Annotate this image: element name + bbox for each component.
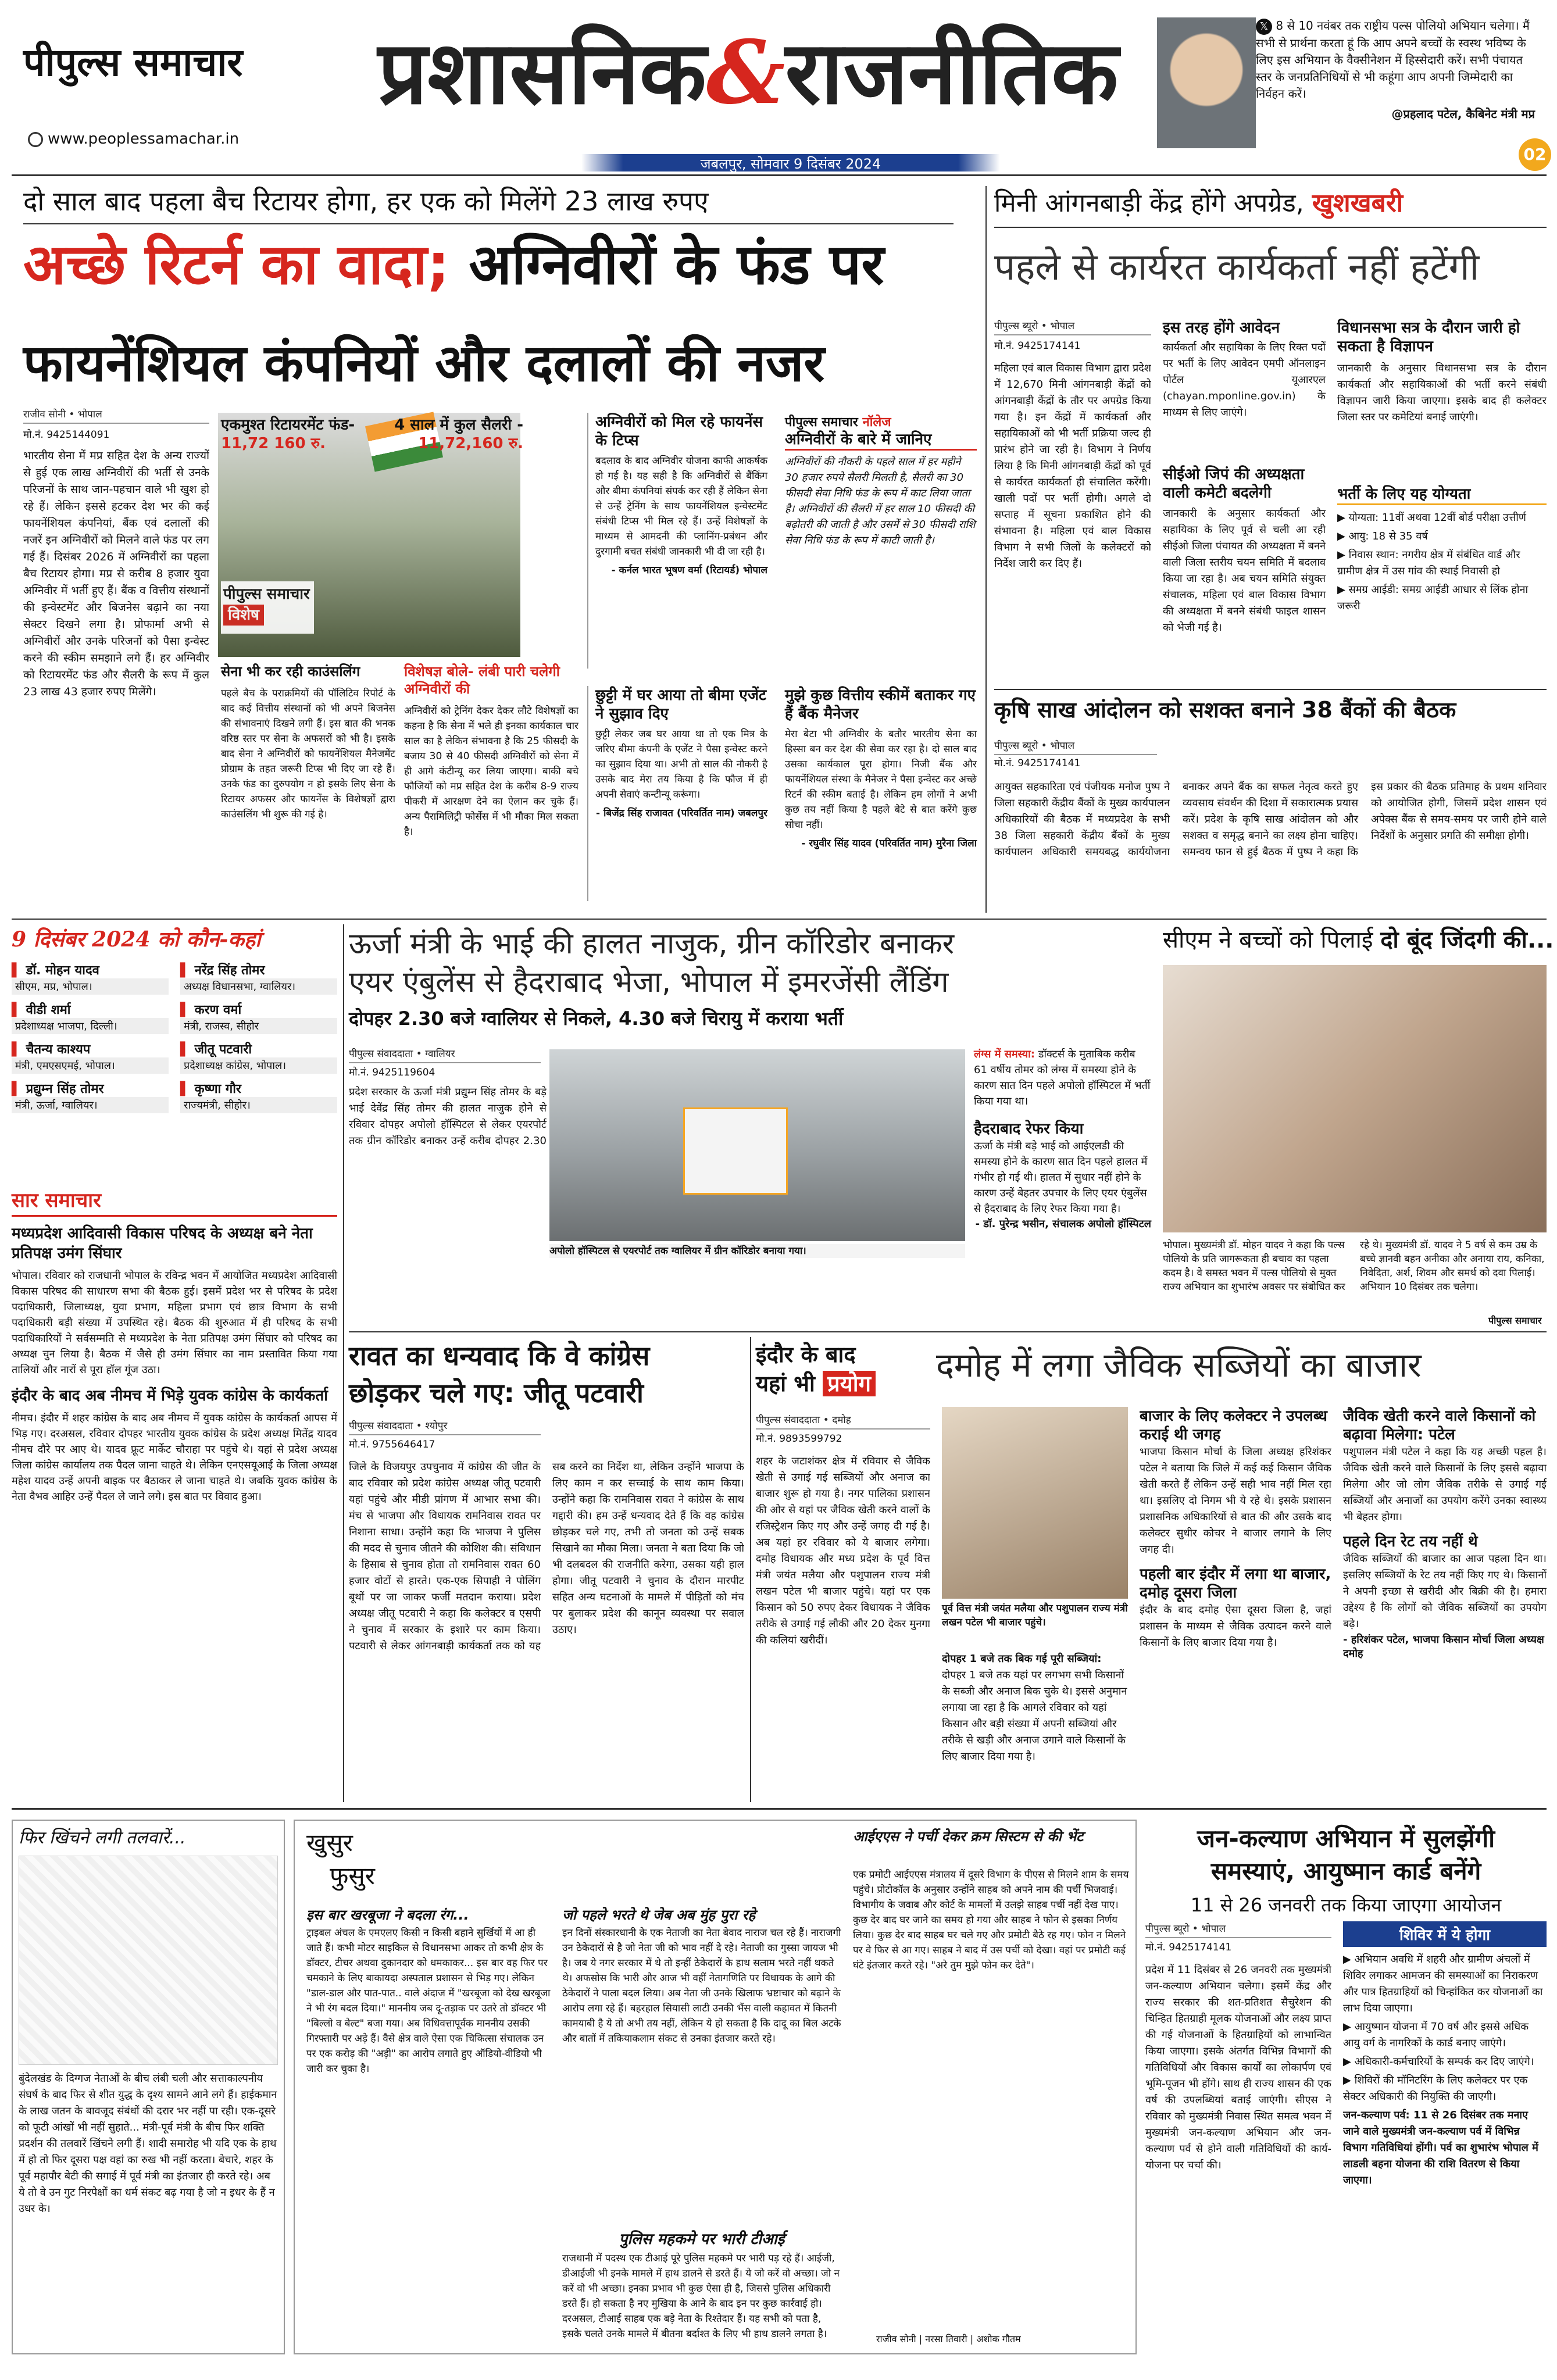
ambulance-photo	[549, 1049, 965, 1241]
section-word-1: प्रशासनिक	[378, 23, 706, 124]
damoh-sub-1-body: दोपहर 1 बजे तक यहां पर लगभग सभी किसानों के सब्जी और अनाज बिक चुके थे। इससे अनुमान लगाया जा रहा है कि आगले रविवार को यहां किसान और बड़ी संख्या में अपनी सब्जियां और तरीके से खड़ी और अनाज उगाने वाले किसानों के लिए बाजार दिया गया है।	[942, 1669, 1127, 1763]
camp-headline-2: समस्याएं, आयुष्मान कार्ड बनेंगे	[1210, 1857, 1481, 1885]
lead-sub-1-body: पहले बैच के पराक्रमियों की पॉलिटिव रिपोर्ट के बाद कई वित्तीय संस्थानों को भी अपने बिजनेस की संभावनाएं दिखने लगी हैं। इस बात की भनक वरिष्ठ स्तर पर सेना के अफसरों को भी है। इसके बाद सेना ने अग्निवीरों को फायनेंशियल मैनेजमेंट प्रोग्राम के तहत जरूरी टिप्स भी दिए जा रहे हैं। उनके फंड का दुरुपयोग न हो इसके लिए सेना के रिटायर अफसर और फायनेंस के विशेषज्ञों द्वारा काउंसलिंग भी शुरू की गई है।	[221, 688, 395, 820]
box-1-quote: - कर्नल भारत भूषण वर्मा (रिटायर्ड) भोपाल	[611, 564, 767, 576]
box-3-body: मेरा बेटा भी अग्निवीर के बतौर भारतीय सेना का हिस्सा बन कर देश की सेवा कर रहा है। दो साल बाद उसका कार्यकाल पूरा होगा। निजी बैंक और फायनेंशियल संस्था के मैनेजर ने पैसा इन्वेस्ट कर अच्छे रिटर्न की स्कीम बताई है। लेकिन हम लोगों ने अभी कुछ तय नहीं किया है पहले बेटे से बात करेंगे कुछ सोचा नहीं।	[785, 728, 977, 831]
damoh-tag-2: यहां भी	[756, 1371, 815, 1396]
brief-body-1: भोपाल। रविवार को राजधानी भोपाल के रविन्द्र भवन में आयोजित मध्यप्रदेश आदिवासी विकास परिषद की साधारण सभा की बैठक हुई। इसमें प्रदेश भर से परिषद के प्रदेश पदाधिकारी, जिलाध्यक्ष, युवा प्रभाग, महिला प्रभाग एवं छात्र विभाग के सभी पदाधिकारी बड़ी संख्या में उपस्थित रहे। बैठक की शुरुआत में ही परिषद के सभी पदाधिकारियों ने सर्वसम्मति से मध्यप्रदेश के नेता प्रतिपक्ष उमंग सिंघार को परिषद का अध्यक्ष चुन लिया है। बैठक में जैसे ही उमंग सिंघार का नाम प्रस्तावित किया गया तालियों और नारों से पूरा हॉल गूंज उठा।	[12, 1270, 337, 1376]
damoh-col-4	[1343, 1407, 1547, 1802]
masthead-divider	[12, 174, 1547, 176]
anganwadi-sub-3-body: जानकारी के अनुसार विधानसभा सत्र के दौरान कार्यकर्ता और सहायिकाओं की भर्ती करने संबंधी विज्ञापन जारी किया जाएगा। इसके बाद ही कलेक्टर जिला स्तर पर कमेटियां बनाई जाएंगी।	[1337, 362, 1547, 423]
person-role: अध्यक्ष विधानसभा, ग्वालियर।	[180, 978, 337, 995]
damoh-sub-1	[942, 1651, 1128, 1802]
cooperative-mobile: मो.नं. 9425174141	[994, 757, 1081, 769]
anganwadi-rule	[994, 227, 1547, 228]
box-3	[785, 686, 977, 901]
lead-sub-2-body: अग्निवीरों को ट्रेनिंग देकर देकर लौटे विशेषज्ञों का कहना है कि सेना में भले ही इनका कार्यकाल चार साल का है लेकिन संभावना है कि 25 फीसदी के बजाय 30 से 40 फीसदी अग्निवीरों को सेना में ही आगे कंटीन्यू कर लिया जाएगा। बाकी बचे फौजियों को मप्र सहित देश के करीब 8-9 राज्य पीकरी में आरक्षण देने का ऐलान कर चुके हैं। अन्य पैरामिलिट्री फोर्सेस में भी मौका मिल सकता है।	[404, 705, 578, 838]
masthead	[0, 0, 1557, 174]
camp-byline: पीपुल्स ब्यूरो • भोपाल	[1145, 1921, 1331, 1938]
lead-headline-red: अच्छे रिटर्न का वादा;	[23, 232, 450, 297]
fact-1-value: 11,72 160 रु.	[221, 435, 326, 452]
brief-headline-2: इंदौर के बाद अब नीमच में भिड़े युवक कांग्रेस के कार्यकर्ता	[12, 1387, 328, 1405]
gossip-credit: नरसा तिवारी	[925, 2333, 967, 2345]
knowledge-label: नॉलेज	[862, 415, 891, 430]
jitu-mobile: मो.नं. 9755646417	[349, 1439, 435, 1450]
box-2-quote: - बिजेंद्र सिंह राजावत (परिवर्तित नाम) जबलपुर	[596, 807, 767, 819]
row-divider-1	[12, 919, 1547, 920]
jitu-headline-1: रावत का धन्यवाद कि वे कांग्रेस	[349, 1340, 650, 1371]
damoh-sub-3: पहली बार इंदौर में लगा था बाजार, दमोह दूसरा जिला	[1140, 1566, 1331, 1602]
jitu-byline: पीपुल्स संवाददाता • श्योपुर	[349, 1418, 541, 1435]
website-row[interactable]	[28, 130, 239, 148]
person-role: प्रदेशाध्यक्ष भाजपा, दिल्ली।	[12, 1018, 169, 1034]
minister-byline: पीपुल्स संवाददाता • ग्वालियर	[349, 1046, 541, 1063]
gossip-title	[306, 1825, 375, 1892]
damoh-col-3	[1140, 1407, 1331, 1802]
anganwadi-sub-2: सीईओ जिपं की अध्यक्षता वाली कमेटी बदलेगी	[1163, 466, 1305, 502]
minister-headline	[349, 924, 1151, 1001]
gossip-box	[294, 1820, 1137, 2354]
minister-body: प्रदेश सरकार के ऊर्जा मंत्री प्रद्युम्न सिंह तोमर के बड़े भाई देवेंद्र सिंह तोमर की हालत नाजुक होने से रविवार दोपहर अपोलो हॉस्पिटल से लेकर एयरपोर्ट तक ग्रीन कॉरिडोर बनाकर उन्हें करीब दोपहर 2.30	[349, 1086, 547, 1147]
cartoon-box	[12, 1820, 285, 2354]
box-3-title: मुझे कुछ वित्तीय स्कीमें बताकर गए हैं बैंक मैनेजर	[785, 687, 976, 723]
section-word-2: राजनीतिक	[785, 23, 1119, 124]
person-name: करण वर्मा	[194, 1003, 242, 1017]
gossip-h3: पुलिस महकमे पर भारी टीआई	[619, 2231, 785, 2248]
minister-side-text: डॉक्टर्स के मुताबिक करीब 61 वर्षीय तोमर को लंग्स में समस्या होने के कारण सात दिन पहले अपोलो हॉस्पिटल में भर्ती किया गया था।	[974, 1048, 1151, 1107]
person-card: ▌ प्रद्युम्न सिंह तोमर मंत्री, ऊर्जा, ग्वालियर।	[12, 1080, 169, 1113]
person-card: ▌ चैतन्य काश्यप मंत्री, एमएसएमई, भोपाल।	[12, 1040, 169, 1074]
qualification-item-text: आयु: 18 से 35 वर्ष	[1348, 530, 1428, 542]
person-role: मंत्री, ऊर्जा, ग्वालियर।	[12, 1097, 169, 1113]
person-name: जीतू पटवारी	[194, 1042, 252, 1057]
website-link[interactable]: www.peoplessamachar.in	[48, 130, 240, 148]
person-name: प्रद्युम्न सिंह तोमर	[26, 1082, 104, 1096]
tweet-text: 8 से 10 नवंबर तक राष्ट्रीय पल्स पोलियो अभियान चलेगा। मैं सभी से प्रार्थना करता हूं कि आप अपने बच्चों के स्वस्थ भविष्य के लिए इस अभियान के वैक्सीनेशन में हिस्सेदारी करें। सभी पंचायत स्तर के जनप्रतिनिधियों से भी कहूंगा आप अपनी जिम्मेदारी का निर्वहन करें।	[1256, 19, 1530, 101]
cooperative-body: आयुक्त सहकारिता एवं पंजीयक मनोज पुष्प ने जिला सहकारी केंद्रीय बैंकों के मुख्य कार्यपालन अधिकारियों की बैठक में मध्यप्रदेश के सभी 38 जिला सहकारी केंद्रीय बैंकों के मुख्य कार्यपालन अधिकारी समयबद्ध कार्ययोजना बनाकर अपने बैंक का सफल नेतृत्व करते हुए व्यवसाय संवर्धन की दिशा में सकारात्मक प्रयास करें। प्रदेश के कृषि साख आंदोलन को और सशक्त व समृद्ध बनाने का लक्ष्य होना चाहिए। समन्वय फान से हुई बैठक में पुष्प ने कहा कि इस प्रकार की बैठक प्रतिमाह के प्रथम शनिवार को आयोजित होगी, जिसमें प्रदेश शासन एवं अपेक्स बैंक से समय-समय पर जारी होने वाले निर्देशों के अनुसार प्रगति की समीक्षा होगी।	[994, 781, 1547, 858]
logo	[23, 35, 372, 105]
damoh-sub-4-body: पशुपालन मंत्री पटेल ने कहा कि यह अच्छी पहल है। जैविक खेती करने वाले किसानों के लिए इससे बढ़ावा मिलेगा और जो लोग जैविक तरीके से उगाई गई सब्जियों और अनाजों का उपयोग करेंगे उनका स्वास्थ्य भी बेहतर होगा।	[1343, 1446, 1547, 1523]
brief-title: सार समाचार	[12, 1186, 337, 1217]
knowledge-head	[785, 413, 977, 430]
fact-1-label: एकमुश्त रिटायरमेंट फंड-	[221, 416, 355, 434]
damoh-mobile: मो.नं. 9893599792	[756, 1433, 842, 1445]
anganwadi-kicker-text: मिनी आंगनबाड़ी केंद्र होंगे अपग्रेड,	[994, 188, 1304, 218]
lead-kicker-rule	[23, 223, 954, 224]
cm-headline-bold: दो बूंद जिंदगी की...	[1380, 927, 1554, 953]
ambulance-caption: अपोलो हॉस्पिटल से एयरपोर्ट तक ग्वालियर में ग्रीन कॉरिडोर बनाया गया।	[549, 1244, 965, 1258]
anganwadi-kicker-red: खुशखबरी	[1312, 188, 1404, 218]
tweet-box	[1256, 17, 1535, 151]
cooperative-headline: कृषि साख आंदोलन को सशक्त बनाने 38 बैंकों की बैठक	[994, 697, 1456, 723]
qualification-title: भर्ती के लिए यह योग्यता	[1337, 483, 1547, 505]
person-card: ▌ जीतू पटवारी प्रदेशाध्यक्ष कांग्रेस, भोपाल।	[180, 1040, 337, 1074]
damoh-photo	[942, 1407, 1128, 1599]
gossip-title-2: फुसुर	[330, 1861, 375, 1890]
damoh-body: शहर के जटाशंकर क्षेत्र में रविवार से जैविक खेती से उगाई गई सब्जियों और अनाज का बाजार शुरू हो गया है। नगर पालिका प्रशासन की ओर से यहां पर जैविक खेती करने वालों के रजिस्ट्रेशन किए गए और उन्हें जगह दी गई है। अब यहां हर रविवार को ये बाजार लगेगा। दमोह विधायक और मध्य प्रदेश के पूर्व वित्त मंत्री जयंत मलैया और पशुपालन राज्य मंत्री लखन पटेल भी बाजार पहुंचे। यहां पर एक किसान को 50 रुपए देकर विधायक ने जैविक तरीके से उगाई गई लौकी और 20 देकर मुनगा की कलियां खरीदीं।	[756, 1455, 930, 1646]
minister-side-label: लंग्स में समस्या:	[974, 1048, 1035, 1060]
jitu-headline	[349, 1337, 744, 1411]
gossip-h2: जो पहले भरते थे जेब अब मुंह पुरा रहे	[562, 1907, 756, 1923]
camp-box-item-text: अभियान अवधि में शहरी और ग्रामीण अंचलों में शिविर लगाकर आमजन की समस्याओं का निराकरण और पात्र हितग्राहियों को चिन्हांकित कर योजनाओं का लाभ दिया जाएगा।	[1343, 1953, 1543, 2014]
brief-headline-1: मध्यप्रदेश आदिवासी विकास परिषद के अध्यक्ष बने नेता प्रतिपक्ष उमंग सिंघार	[12, 1225, 313, 1262]
lead-headline-2: फायनेंशियल कंपनियों और दलालों की नजर	[23, 333, 825, 393]
cartoon-drawing	[19, 1856, 278, 2065]
qualification-item-text: समग्र आईडी: समग्र आईडी आधार से लिंक होना जरूरी	[1337, 584, 1529, 612]
minister-side	[974, 1046, 1151, 1325]
camp-box	[1343, 1921, 1547, 2363]
gossip-credits: राजीव सोनी | नरसा तिवारी | अशोक गौतम	[876, 2333, 1021, 2345]
gossip-h1: इस बार खरबूजा ने बदला रंग...	[306, 1907, 469, 1923]
anganwadi-sub-1-body: कार्यकर्ता और सहायिका के लिए रिक्त पदों पर भर्ती के लिए आवेदन एमपी ऑनलाइन पोर्टल यूआरएल (chayan.mponline.gov.in) के माध्यम से लिए जाएंगे।	[1163, 341, 1326, 419]
camp-headline	[1145, 1822, 1547, 1888]
person-role: सीएम, मप्र, भोपाल।	[12, 978, 169, 995]
damoh-tag-red: प्रयोग	[823, 1371, 876, 1396]
logo-text: पीपुल्स समाचार	[23, 40, 243, 85]
camp-box-end: जन-कल्याण पर्व: 11 से 26 दिसंबर तक मनाए जाने वाले मुख्यमंत्री जन-कल्याण पर्व में विभिन्न विभाग गतिविधियां होंगी। पर्व का शुभारंभ भोपाल में लाडली बहना योजना की राशि वितरण से किया जाएगा।	[1343, 2109, 1538, 2186]
dateline-text: जबलपुर, सोमवार 9 दिसंबर 2024	[700, 156, 881, 172]
birthday-title: 9 दिसंबर 2024 को कौन-कहां	[12, 927, 261, 952]
person-name: नरेंद्र सिंह तोमर	[194, 963, 265, 978]
damoh-sub-2: बाजार के लिए कलेक्टर ने उपलब्ध कराई थी जगह	[1140, 1407, 1327, 1443]
damoh-sub-2-body: भाजपा किसान मोर्चा के जिला अध्यक्ष हरिशंकर पटेल ने बताया कि जिले में कई कई किसान जैविक खेती करते हैं लेकिन उन्हें सही भाव नहीं मिल रहा था। इसलिए दो निगम भी ये रहे थे। इसके प्रशासन प्रशासनिक अधिकारियों से बात की और उसके बाद कलेक्टर सुधीर कोचर ने बाजार लगाने के लिए जगह दी।	[1140, 1446, 1331, 1556]
camp-box-item-text: शिविरों की मॉनिटरिंग के लिए कलेक्टर पर एक सेक्टर अधिकारी की नियुक्ति की जाएगी।	[1343, 2074, 1528, 2103]
qualification-box	[1337, 483, 1547, 680]
lead-mobile: मो.नं. 9425144091	[23, 429, 110, 441]
cartoon-title: फिर खिंचने लगी तलवारें...	[19, 1828, 186, 1848]
dateline	[581, 154, 1000, 171]
damoh-sub-1-title: दोपहर 1 बजे तक बिक गई पूरी सब्जियां:	[942, 1653, 1102, 1665]
special-tag-label: विशेष	[223, 605, 264, 626]
anganwadi-mobile: मो.नं. 9425174141	[994, 340, 1081, 352]
special-tag-logo: पीपुल्स समाचार	[223, 585, 310, 603]
minister-side-sub: हैदराबाद रेफर किया	[974, 1120, 1084, 1138]
damoh-headline: दमोह में लगा जैविक सब्जियों का बाजार	[936, 1345, 1422, 1385]
camp-box-item-text: अधिकारी-कर्मचारियों के सम्पर्क कर दिए जाएंगे।	[1354, 2056, 1534, 2068]
minister-side-sub-body: ऊर्जा के मंत्री बड़े भाई को आईएलडी की समस्या होने के कारण सात दिन पहले हालत में गंभीर हो गई थी। हालत में सुधार नहीं होने के कारण उन्हें बेहतर उपचार के लिए एयर एंबुलेंस से हैदराबाद के लिए रेफर किया गया है।	[974, 1140, 1148, 1215]
cooperative-byline: पीपुल्स ब्यूरो • भोपाल	[994, 738, 1157, 755]
damoh-sub-4: जैविक खेती करने वाले किसानों को बढ़ावा मिलेगा: पटेल	[1343, 1407, 1536, 1443]
camp-deck: 11 से 26 जनवरी तक किया जाएगा आयोजन	[1190, 1894, 1502, 1916]
gossip-b1: ट्राइबल अंचल के एमएलए किसी न किसी बहाने सुर्खियों में आ ही जाते हैं। कभी मोटर साइकिल से विधानसभा आकर तो कभी क्षेत्र के डॉक्टर, टीचर अथवा दुकानदार को धमकाकर... इस बार वह फिर पर चमकाने के लिए बाकायदा अस्पताल प्रशासन से भिड़ गए। लेकिन "डाल-डाल और पात-पात.. वाले अंदाज में "खरबूजा को देख खरबूजा ने भी रंग बदल दिया।" माननीय जब दू-तड़ाक पर उतरे तो डॉक्टर भी "बिल्लो व बेल्ट" बजा गया। अब विधिवत्तापूर्वक माननीय उसकी गिरफ्तारी पर अड़े हैं। वैसे क्षेत्र वाले ऐसा एक चिकित्सा संचालक उन पर एक करोड़ की "अड़ी" का आरोप लगाते हुए ऑडियो-वीडियो भी जारी कर चुका है।	[306, 1927, 551, 2075]
lead-sub-2	[404, 663, 578, 698]
box-3-quote: - रघुवीर सिंह यादव (परिवर्तित नाम) मुरैना जिला	[801, 838, 977, 849]
box-2-body: छुट्टी लेकर जब घर आया था तो एक मित्र के जरिए बीमा कंपनी के एजेंट ने पैसा इन्वेस्ट करने का सुझाव दिया था। अभी तो साल की नौकरी है उसके बाद मेरा तय किया है कि फौज में ही अपनी सेवाएं कन्टीन्यू करूंगा।	[595, 728, 767, 801]
section-title	[378, 17, 1119, 128]
camp-box-item: ▶ अधिकारी-कर्मचारियों के सम्पर्क कर दिए जाएंगे।	[1343, 2056, 1534, 2068]
qualification-item: ▶ योग्यता: 11वीं अथवा 12वीं बोर्ड परीक्षा उत्तीर्ण	[1337, 512, 1526, 524]
cm-headline	[1163, 924, 1554, 956]
person-role: मंत्री, एमएसएमई, भोपाल।	[12, 1057, 169, 1074]
cm-headline-text: सीएम ने बच्चों को पिलाई	[1163, 927, 1373, 953]
gossip-b3: राजधानी में पदस्थ एक टीआई पूरे पुलिस महकमे पर भारी पड़ रहे हैं। आईजी, डीआईजी भी इनके मामले में हाथ डालने से डरते हैं। ये जो करें वो अच्छा। जो न करें वो भी अच्छा। इनका प्रभाव भी कुछ ऐसा ही है, जिससे पुलिस अधिकारी डरते हैं। हो सकता है नए मुखिया के आने के बाद इन पर कुछ कार्रवाई हो। दरअसल, टीआई साहब एक बड़े नेता के रिश्तेदार हैं। यह सभी को पता है, इसके चलते उनके मामले में बीतना बर्दाश्त के लिए भी हाथ डालने लगता है।	[562, 2253, 840, 2340]
fact-2	[384, 416, 523, 453]
damoh-sub-5-body: जैविक सब्जियों की बाजार का आज पहला दिन था। इसलिए सब्जियों के रेट तय नहीं किए गए थे। किसानों ने अपनी इच्छा से खरीदी और बिक्री की है। हमारा उद्देश्य है कि लोगों को जैविक सब्जियों का उपयोग बढ़े।	[1343, 1553, 1547, 1630]
damoh-caption: पूर्व वित्त मंत्री जयंत मलैया और पशुपालन राज्य मंत्री लखन पटेल भी बाजार पहुंचे।	[942, 1603, 1128, 1628]
jitu-body: जिले के विजयपुर उपचुनाव में कांग्रेस की जीत के बाद रविवार को प्रदेश कांग्रेस अध्यक्ष जीतू पटवारी यहां पहुंचे और मीडी प्रांगण में आभार सभा की। मंच से भाजपा और विधायक रामनिवास रावत पर निशाना साधा। उन्होंने कहा कि भाजपा ने पुलिस की मदद से चुनाव जीतने की कोशिश की। संविधान के हिसाब से चुनाव होता तो रामनिवास रावत 60 हजार वोटों से हारते। एक-एक सिपाही ने पोलिंग बूथों पर जा जाकर फर्जी मतदान कराया। प्रदेश अध्यक्ष जीतू पटवारी ने कहा कि कलेक्टर व एसपी ने चुनाव में सरकार के इशारे पर काम किया। पटवारी से लेकर आंगनबाड़ी कार्यकर्ता तक को यह सब करने का निर्देश था, लेकिन उन्होंने भाजपा के लिए काम न कर सच्चाई के साथ काम किया। उन्होंने कहा कि रामनिवास रावत ने कांग्रेस के साथ गद्दारी की। हम उन्हें धन्यवाद देते हैं कि वह कांग्रेस छोड़कर चले गए, तभी तो जनता को उन्हें सबक सिखाने का मौका मिला। जनता ने बता दिया कि जो भी दलबदल की राजनीति करेगा, उसका यही हाल होगा। जीतू पटवारी ने चुनाव के दौरान मारपीट सहित अन्य घटनाओं के मामले में पीड़ितों को मंच पर बुलाकर प्रदेश की कानून व्यवस्था पर सवाल उठाए।	[349, 1461, 744, 1652]
minister-photo	[1157, 17, 1256, 148]
fact-1	[221, 416, 360, 453]
qualification-item: ▶ आयु: 18 से 35 वर्ष	[1337, 530, 1428, 542]
camp-box-item: ▶ शिविरों की मॉनिटरिंग के लिए कलेक्टर पर एक सेक्टर अधिकारी की नियुक्ति की जाएगी।	[1343, 2074, 1528, 2103]
lead-sub-2-text: विशेषज्ञ बोले- लंबी पारी चलेगी अग्निवीरों की	[404, 663, 560, 697]
box-1-body: बदलाव के बाद अग्निवीर योजना काफी आकर्षक हो गई है। यह सही है कि अग्निवीरों से बैंकिंग और बीमा कंपनियां संपर्क कर रही हैं लेकिन सेना से उन्हें ट्रेनिंग के साथ फायनेंशियल इन्वेस्टमेंट संबंधी टिप्स भी मिल रहे हैं। उन्हें विशेषज्ञों के माध्यम से आमदनी की प्लानिंग-प्रबंधन और दुरगामी बचत संबंधी जानकारी भी दी जा रही है।	[595, 455, 767, 558]
box-1	[587, 413, 767, 669]
knowledge-body: अग्निवीरों की नौकरी के पहले साल में हर महीने 30 हजार रुपये सैलरी मिलती है, सैलरी का 30 फीसदी सेवा निधि फंड के रूप में काट लिया जाता है। अग्निवीरों की सैलरी में हर साल 10 फीसदी की बढ़ोतरी की जाती है और उसमें से 30 फीसदी राशि सेवा निधि फंड के रूप में काटी जाती है।	[785, 456, 976, 546]
fact-2-value: 11,72,160 रु.	[418, 435, 523, 452]
knowledge-box	[785, 413, 977, 669]
gossip-title-1: खुसुर	[306, 1828, 353, 1857]
tweet-author: @प्रहलाद पटेल, कैबिनेट मंत्री मप्र	[1391, 107, 1535, 121]
gossip-credit: राजीव सोनी	[876, 2333, 916, 2345]
person-name: चैतन्य काश्यप	[26, 1042, 91, 1057]
person-card: ▌ कृष्णा गौर राज्यमंत्री, सीहोर।	[180, 1080, 337, 1113]
damoh-sub-5-quote: - हरिशंकर पटेल, भाजपा किसान मोर्चा जिला अध्यक्ष दमोह	[1343, 1634, 1544, 1660]
minister-side-quote: - डॉ. पुरेन्द्र भसीन, संचालक अपोलो हॉस्पिटल	[975, 1218, 1151, 1230]
person-card: ▌ वीडी शर्मा प्रदेशाध्यक्ष भाजपा, दिल्ली।	[12, 1000, 169, 1034]
qualification-item-text: योग्यता: 11वीं अथवा 12वीं बोर्ड परीक्षा उत्तीर्ण	[1348, 512, 1526, 524]
damoh-sub-3-body: इंदौर के बाद दमोह ऐसा दूसरा जिला है, जहां प्रशासन के माध्यम से जैविक उत्पादन करने वाले किसानों के लिए बाजार दिया गया है।	[1140, 1604, 1331, 1649]
camp-box-item: ▶ आयुष्मान योजना में 70 वर्ष और इससे अधिक आयु वर्ग के नागरिकों के कार्ड बनाए जाएंगे।	[1343, 2021, 1529, 2049]
anganwadi-byline: पीपुल्स ब्यूरो • भोपाल	[994, 319, 1151, 335]
damoh-sub-5: पहले दिन रेट तय नहीं थे	[1343, 1533, 1478, 1550]
person-name: वीडी शर्मा	[26, 1003, 71, 1017]
person-card: ▌ नरेंद्र सिंह तोमर अध्यक्ष विधानसभा, ग्वालियर।	[180, 961, 337, 995]
birthday-box	[12, 924, 337, 1180]
gossip-b2: इन दिनों संस्कारधानी के एक नेताजी का नेता बेवाद नाराज चल रहे हैं। नाराजगी उन ठेकेदारों से है जो नेता जी को भाव नहीं दे रहे। नेताजी का गुस्सा जायज भी है। जब ये नगर सरकार में थे तो इन्हीं ठेकेदारों के हाथ सलाम भरते नहीं थकते थे। अफसोस कि भारी और आज भी वहीं नेतागणिति पर विधायक के आगे की ठेकेदारों ने पाला बदल लिया। अब नेता जी उनके खिलाफ भ्रष्टाचार को बढ़ाने के आरोप लगा रहे हैं। बहरहाल सियासी लाटी उनकी भैंस वाली कहावत में कितनी कामयाबी है ये तो अभी तय नहीं, लेकिन ये हो सकता है कि दादू का बिल अटके और बातों में तकियाकलाम संकट से उनका इंतजार करते रहे।	[562, 1927, 841, 2045]
anganwadi-headline: पहले से कार्यरत कार्यकर्ता नहीं हटेंगी	[994, 246, 1480, 289]
special-tag	[221, 581, 314, 634]
person-card: ▌ करण वर्मा मंत्री, राजस्व, सीहोर	[180, 1000, 337, 1034]
knowledge-tag: पीपुल्स समाचार	[785, 415, 858, 430]
page-number-badge: 02	[1519, 138, 1551, 171]
row-divider-2	[349, 1331, 1547, 1332]
anganwadi-sub-3: विधानसभा सत्र के दौरान जारी हो सकता है विज्ञापन	[1337, 319, 1520, 355]
minister-deck: दोपहर 2.30 बजे ग्वालियर से निकले, 4.30 बजे चिरायु में कराया भर्ती	[349, 1007, 844, 1030]
minister-mobile: मो.नं. 9425119604	[349, 1067, 435, 1078]
cartoon-body: बुंदेलखंड के दिग्गज नेताओं के बीच लंबी चली और सत्ताकाल्पनीय संघर्ष के बाद फिर से शीत युद्ध के दृश्य सामने आने लगे हैं। हाईकमान के लाख जतन के बावजूद संबंधों की दरार भर नहीं पा रही। एक-दूसरे को फूटी आंखों भी नहीं सुहाते... मंत्री-पूर्व मंत्री के बीच फिर शक्ति प्रदर्शन की तलवारें खिंचने लगी हैं। शादी समारोह भी यदि एक के हाथ में हो तो फिर दूसरा पक्ष वहां का रुख भी नहीं करता। बेचारे, शहर के पूर्व महापौर बेटी की सगाई में पूर्व मंत्री का इंतजार ही करते रहे। अब ये तो वे उन गुट निरपेक्षों का धर्म संकट बढ़ गया है जो न इधर के हैं न उधर के।	[19, 2072, 277, 2215]
camp-box-title: शिविर में ये होगा	[1343, 1921, 1547, 1947]
camp-box-item: ▶ अभियान अवधि में शहरी और ग्रामीण अंचलों में शिविर लगाकर आमजन की समस्याओं का निराकरण और पात्र हितग्राहियों को चिन्हांकित कर योजनाओं का लाभ दिया जाएगा।	[1343, 1953, 1543, 2014]
cm-caption: भोपाल। मुख्यमंत्री डॉ. मोहन यादव ने कहा कि पल्स पोलियो के प्रति जागरूकता ही बचाव का पहला कदम है। वे समस्त भवन में पल्स पोलियो से मुक्त राज्य अभियान का शुभारंभ अवसर पर संबोधित कर रहे थे। मुख्यमंत्री डॉ. यादव ने 5 वर्ष से कम उम्र के बच्चे ज्ञानवी बहन अनीका और अनाया राय, कनिका, निवेदिता, अर्श, शिवम और समर्थ को दवा पिलाई। अभियान 10 दिसंबर तक चलेगा।	[1163, 1239, 1545, 1293]
lead-headline-black: अग्निवीरों के फंड पर	[469, 232, 884, 297]
minister-headline-2: एयर एंबुलेंस से हैदराबाद भेजा, भोपाल में इमरजेंसी लैंडिंग	[349, 965, 949, 999]
person-name: डॉ. मोहन यादव	[26, 963, 99, 978]
lead-sub-1: सेना भी कर रही काउंसलिंग	[221, 663, 360, 680]
qualification-item-text: निवास स्थान: नगरीय क्षेत्र में संबंधित वार्ड और ग्रामीण क्षेत्र में उस गांव की स्थाई निवासी हो	[1337, 549, 1520, 577]
cooperative-rule	[994, 689, 1547, 690]
camp-mobile: मो.नं. 9425174141	[1145, 1942, 1232, 1953]
camp-body: प्रदेश में 11 दिसंबर से 26 जनवरी तक मुख्यमंत्री जन-कल्याण अभियान चलेगा। इसमें केंद्र और राज्य सरकार की शत-प्रतिशत सैचुरेशन की चिन्हित हितग्राही मूलक योजनाओं और लक्ष्य प्राप्त की गई योजनाओं के हितग्राहियों को लाभान्वित किया जाएगा। इसके अंतर्गत विभिन्न विभागों की गतिविधियों और विकास कार्यों का लोकार्पण एवं भूमि-पूजन भी होंगे। साथ ही राज्य शासन की एक वर्ष की उपलब्धियां बताई जाएंगी। सीएस ने रविवार को मुख्यमंत्री निवास स्थित समत्व भवन में मुख्यमंत्री जन-कल्याण अभियान और जन-कल्याण पर्व से होने वाली गतिविधियों की कार्य-योजना पर चर्चा की।	[1145, 1964, 1331, 2171]
anganwadi-body: महिला एवं बाल विकास विभाग द्वारा प्रदेश में 12,670 मिनी आंगनबाड़ी केंद्रों को आंगनबाड़ी केंद्रों के तौर पर अपग्रेड किया गया है। इन केंद्रों में कार्यकर्ता और सहायिकाओं को भी भर्ती प्रक्रिया जल्द ही प्रारंभ होने जा रही है। विभाग ने निर्णय लिया है कि मिनी आंगनबाड़ी केंद्रों को पूर्व से कार्यरत कार्यकर्ता ही संचालित करेंगी। खाली पदों पर भर्ती होगी। अगले दो सप्ताह में सूचना प्रकाशित होने की संभावना है। महिला एवं बाल विकास विभाग ने सभी जिलों के कलेक्टरों को निर्देश जारी कर दिए हैं।	[994, 362, 1151, 570]
gossip-b4: एक प्रमोटी आईएएस मंत्रालय में दूसरे विभाग के पीएस से मिलने शाम के समय पहुंचे। प्रोटोकॉल के अनुसार उन्होंने साहब को अपने नाम की पर्ची भिजवाई। विभागीय के जवाब और कोर्ट के मामलों में उलझे साहब पर्ची नहीं देख पाए। कुछ देर बाद घर जाने का समय हो गया और साहब ने फोन से इसका निर्णय लिया। कुछ देर बाद साहब घर चले गए और प्रमोटी बैठे रह गए। फोन न मिलने पर वे फिर से आ गए। साहब ने बाद में उस पर्ची को देखा। वहां पर प्रमोटी कई घंटे इंतजार करते रहे। "अरे तुम मुझे फोन कर देते"।	[853, 1869, 1129, 1971]
box-1-title: अग्निवीरों को मिल रहे फायनेंस के टिप्स	[595, 413, 763, 449]
fact-2-label: 4 साल में कुल सैलरी -	[394, 416, 523, 434]
minister-headline-1: ऊर्जा मंत्री के भाई की हालत नाजुक, ग्रीन कॉरिडोर बनाकर	[349, 927, 955, 960]
lead-kicker: दो साल बाद पहला बैच रिटायर होगा, हर एक को मिलेंगे 23 लाख रुपए	[23, 185, 709, 217]
column-divider-mid	[750, 1337, 751, 1802]
globe-icon	[28, 132, 43, 147]
gossip-h4: आईएएस ने पर्ची देकर क्रम सिस्टम से की भेंट	[853, 1828, 1084, 1845]
jitu-headline-2: छोड़कर चले गए: जीतू पटवारी	[349, 1377, 644, 1409]
qualification-item: ▶ निवास स्थान: नगरीय क्षेत्र में संबंधित वार्ड और ग्रामीण क्षेत्र में उस गांव की स्थाई निवासी हो	[1337, 549, 1520, 577]
damoh-tag	[756, 1340, 930, 1404]
person-role: प्रदेशाध्यक्ष कांग्रेस, भोपाल।	[180, 1057, 337, 1074]
camp-headline-1: जन-कल्याण अभियान में सुलझेंगी	[1197, 1824, 1495, 1853]
box-2-title: छुट्टी में घर आया तो बीमा एजेंट ने सुझाव दिए	[595, 687, 767, 723]
qualification-item: ▶ समग्र आईडी: समग्र आईडी आधार से लिंक होना जरूरी	[1337, 584, 1529, 612]
lead-byline: राजीव सोनी • भोपाल	[23, 407, 209, 424]
camp-box-item-text: आयुष्मान योजना में 70 वर्ष और इससे अधिक आयु वर्ग के नागरिकों के कार्ड बनाए जाएंगे।	[1343, 2021, 1529, 2049]
person-card: ▌ डॉ. मोहन यादव सीएम, मप्र, भोपाल।	[12, 961, 169, 995]
brief-body-2: नीमच। इंदौर में शहर कांग्रेस के बाद अब नीमच में युवक कांग्रेस के कार्यकर्ता आपस में भिड़ गए। दरअसल, रविवार दोपहर भारतीय युवक कांग्रेस के प्रदेश अध्यक्ष मितेंद्र यादव नीमच दौरे पर आए थे। यादव फ्रूट मार्केट चौराहा पर पहुंचे थे। यहां से प्रदेश अध्यक्ष जिला कांग्रेस कार्यालय तक पैदल जाना चाहते थे। लेकिन एनएसयूआई के जिला अध्यक्ष महेश यादव उन्हें अपनी बाइक पर बैठाकर ले जाना चाहते थे। जबकि युवक कांग्रेस के नेता वैभव आहिर उन्हें पैदल ले जाने लगे। इस बात पर विवाद हुआ।	[12, 1412, 337, 1503]
row-divider-3	[12, 1808, 1547, 1810]
damoh-byline: पीपुल्स संवाददाता • दमोह	[756, 1413, 930, 1430]
box-2	[587, 686, 767, 901]
x-logo-icon: 𝕏	[1256, 19, 1272, 35]
cm-credit: पीपुल्स समाचार	[1488, 1315, 1542, 1326]
anganwadi-sub-1: इस तरह होंगे आवेदन	[1163, 319, 1280, 337]
knowledge-title: अग्निवीरों के बारे में जानिए	[785, 430, 977, 451]
person-role: राज्यमंत्री, सीहोर।	[180, 1097, 337, 1113]
person-role: मंत्री, राजस्व, सीहोर	[180, 1018, 337, 1034]
anganwadi-sub-2-body: जानकारी के अनुसार कार्यकर्ता और सहायिका के लिए पूर्व से चली आ रही सीईओ जिला पंचायत की अध्यक्षता में बनने वाली जिला स्तरीय चयन समिति में बदलाव किया जा रहा है। अब चयन समिति संयुक्त संचालक, महिला एवं बाल विकास विभाग की अध्यक्षता में बनने संबंधी फाइल शासन को भेजी गई है।	[1163, 508, 1326, 634]
person-name: कृष्णा गौर	[194, 1082, 241, 1096]
column-divider-left	[343, 924, 344, 1802]
lead-headline	[23, 230, 977, 299]
damoh-tag-1: इंदौर के बाद	[756, 1342, 856, 1367]
column-divider-main	[985, 186, 987, 913]
cm-photo	[1163, 965, 1547, 1232]
section-amp: &	[706, 22, 785, 124]
lead-body: भारतीय सेना में मप्र सहित देश के अन्य राज्यों से हुई एक लाख अग्निवीरों की भर्ती से उनके परिजनों के साथ जान-पहचान वाले भी खुश हो रहे हैं। लेकिन इससे हटकर देश भर की कई फायनेंशियल कंपनियां, बैंक एवं दलालों की नजरें इन अग्निवीरों को मिलने वाले फंड पर लग गई हैं। दिसंबर 2026 में अग्निवीरों का पहला बैच रिटायर होगा। मप्र से करीब 8 हजार युवा अग्निवीर में भर्ती हुए हैं। बैंक व वित्तीय संस्थानों की इन्वेस्टमेंट और बिजनेस बढ़ाने का नया सेक्टर दिखने लगा है। प्रोफार्मा अभी से अग्निवीरों और उनके परिजनों को पैसा इन्वेस्ट करने की स्कीम समझाने लगे हैं। हर अग्निवीर को रिटायरमेंट फंड और सैलरी के रूप में कुल 23 लाख 43 हजार रुपए मिलेंगे।	[23, 449, 209, 698]
anganwadi-kicker	[994, 186, 1547, 221]
gossip-credit: अशोक गौतम	[976, 2333, 1021, 2345]
brief-box	[12, 1186, 337, 1802]
